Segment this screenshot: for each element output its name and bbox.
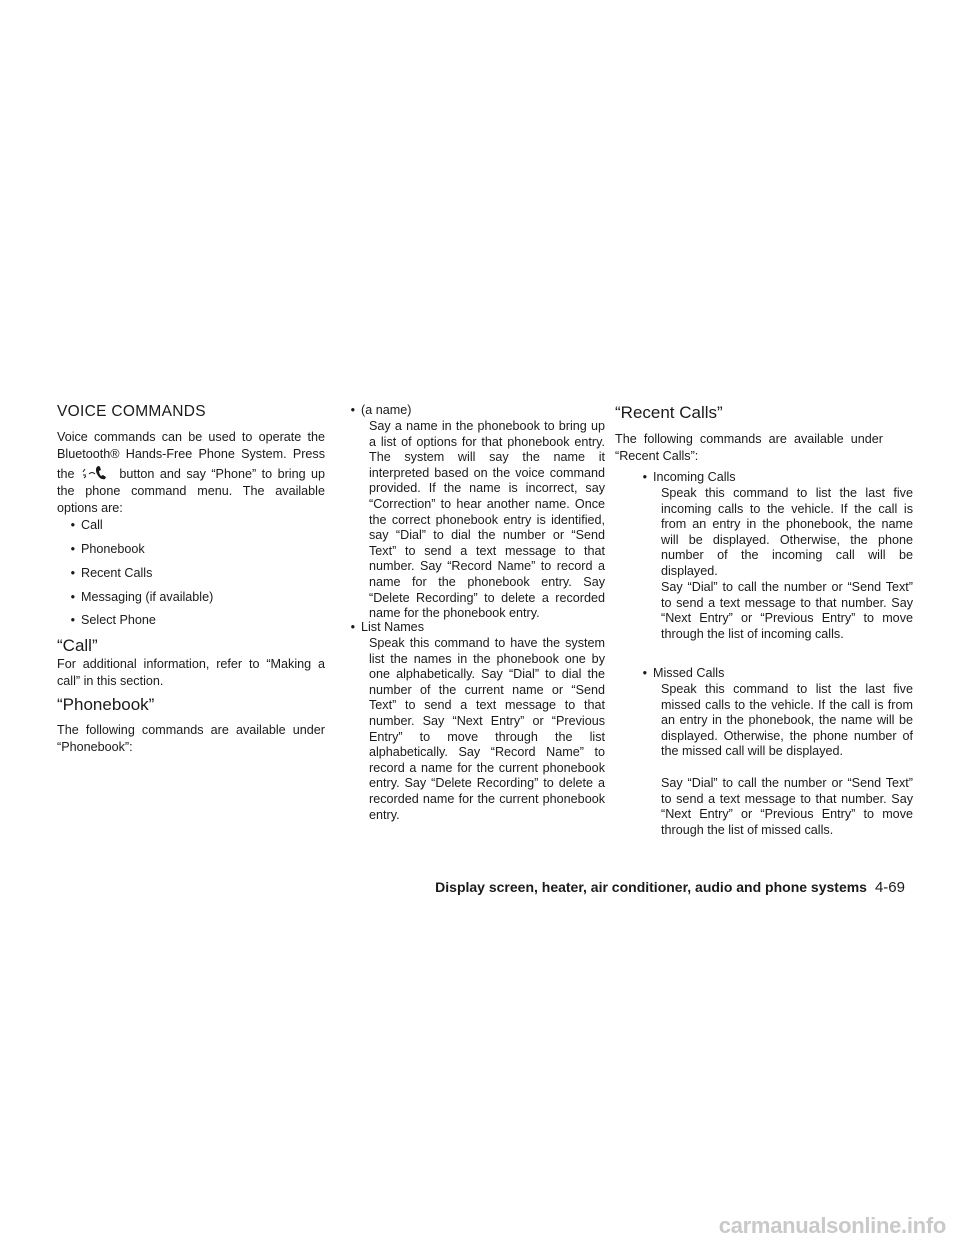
- intro-text-a: Voice commands can be used to operate the Bluetooth® Hands-Free Phone System.: [57, 430, 325, 462]
- list-item-description: Speak this command to list the last five incoming calls to the vehicle. If the call is from an entry in the phonebook, the name will be displayed. Otherwise, the phone number of the incoming call will be displayed.: [661, 486, 913, 578]
- list-item: • (a name): [350, 403, 412, 417]
- page-footer: [435, 879, 905, 896]
- call-heading: “Call”: [57, 636, 98, 655]
- call-paragraph: For additional information, refer to “Making a call” in this section.: [57, 657, 325, 689]
- list-item: • Select Phone: [70, 613, 156, 627]
- list-item-description: Say “Dial” to call the number or “Send Text” to send a text message to that number. Say “Next Entry” or “Previous Entry” to move through the list of missed calls.: [661, 776, 913, 837]
- list-item: • Missed Calls: [642, 666, 725, 680]
- intro-text-b-post: button and say “Phone” to: [119, 466, 273, 481]
- list-item: • Recent Calls: [70, 566, 153, 580]
- chapter-title: Display screen, heater, air conditioner, audio and phone systems: [435, 879, 867, 895]
- list-item-description: Speak this command to list the last five missed calls to the vehicle. If the call is from an entry in the phonebook, the name will be displayed. Otherwise, the phone number of the missed call will be displayed.: [661, 682, 913, 759]
- page-number: 4-69: [874, 879, 905, 896]
- recent-calls-intro: The following commands are available under “Recent Calls”:: [615, 432, 883, 464]
- watermark: carmanualsonline.info: [718, 1213, 946, 1238]
- intro-paragraph: [57, 429, 325, 517]
- intro-text-c: bring up the phone command menu. The available options are:: [57, 466, 326, 516]
- recent-calls-heading: “Recent Calls”: [615, 403, 723, 422]
- list-item: • List Names: [350, 620, 424, 634]
- phonebook-paragraph: The following commands are available under “Phonebook”:: [57, 723, 325, 755]
- list-item-description: Speak this command to have the system list the names in the phonebook one by one alphabetically. Say “Dial” to dial the number of the current name or “Send Text” to send a text message to that number. Say “Next Entry” or “Previous Entry” to move through the list alphabetically. Say “Record Name” to record a name for the current phonebook entry. Say “Delete Recording” to delete a recorded name for the current phonebook entry.: [369, 636, 605, 822]
- list-item: • Messaging (if available): [70, 590, 214, 604]
- phonebook-heading: “Phonebook”: [57, 695, 155, 714]
- intro-text-b-pre: Press the: [57, 447, 326, 481]
- list-item-description: Say a name in the phonebook to bring up a list of options for that phonebook entry. The system will say the name it interpreted based on the voice command provided. If the name is incorrect, say “Correction” to hear another name. Once the correct phonebook entry is identified, say “Dial” to dial the number or “Send Text” to send a text message to that number. Say “Record Name” to record a name for the phonebook entry. Say “Delete Recording” to delete a recorded name for the phonebook entry.: [369, 419, 605, 621]
- list-item: • Phonebook: [70, 542, 145, 556]
- list-item: • Call: [70, 518, 103, 532]
- list-item-description: Say “Dial” to call the number or “Send Text” to send a text message to that number. Say “Next Entry” or “Previous Entry” to move through the list of incoming calls.: [661, 580, 913, 641]
- section-title: VOICE COMMANDS: [57, 403, 206, 420]
- list-item: • Incoming Calls: [642, 470, 736, 484]
- phone-voice-icon: [80, 464, 114, 482]
